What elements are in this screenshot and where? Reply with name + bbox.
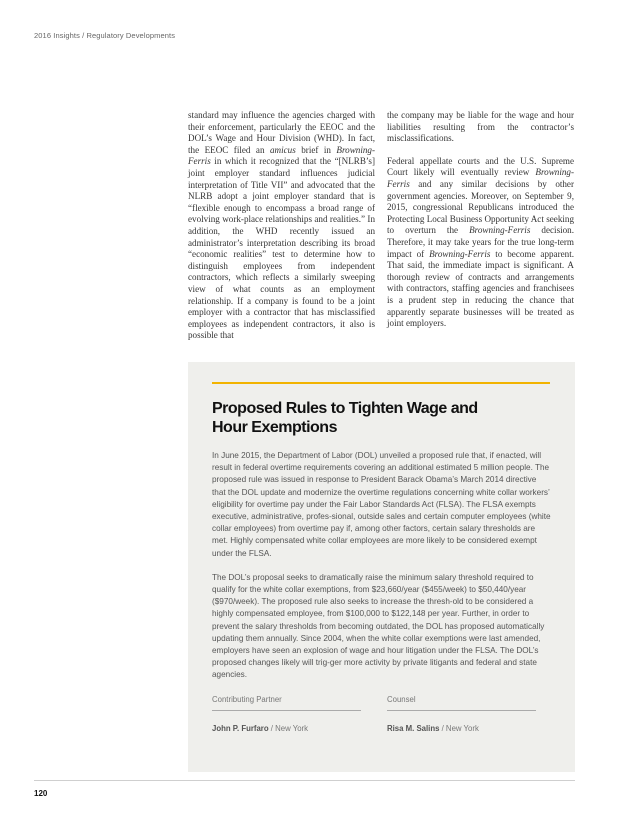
- text-run: in which it recognized that the “[NLRB’s] joint employer standard influences judicial interpretation of Title VII” and advocated that the NLRB adopt a joint employer standard that is “flexible enough to encompass a broad range of evolving work-place relationships and realities.” In addition, the WHD recently issued an administrator’s interpretation describing its broad “economic realities” test to determine how to distinguish employees from independent contractors, which reflects a similarly sweeping view of what counts as an employment relationship. If a company is found to be a joint employer with a contractor that has misclassified employees as independent contractors, it also is possible that: [188, 156, 375, 341]
- contact-role: Contributing Partner: [212, 695, 361, 711]
- page-number: 120: [34, 789, 48, 798]
- running-header: 2016 Insights / Regulatory Developments: [34, 31, 176, 40]
- case-name-italic: amicus: [270, 144, 296, 155]
- text-run: the company may be liable for the wage and hour liabilities resulting from the contractor’s misclassifications.: [387, 110, 574, 144]
- text-run: and any similar decisions by other government agencies. Moreover, on September 9, 2015, congressional Republicans introduced the Protecting Local Business Opportunity Act seeking to overturn the: [387, 178, 574, 236]
- case-name-italic: Browning-Ferris: [469, 225, 531, 236]
- case-name-italic: Browning-Ferris: [387, 167, 574, 189]
- contact-location: / New York: [268, 724, 309, 733]
- text-run: standard may influence the agencies charged with their enforcement, particularly the EEOC and the DOL’s Wage and Hour Division (WHD). In fact, the EEOC filed an: [188, 110, 375, 155]
- sidebar-box: [188, 362, 575, 772]
- text-run: decision. Therefore, it may take years for the true long-term impact of: [387, 225, 574, 259]
- article-paragraph: [387, 156, 574, 330]
- contact-role: Counsel: [387, 695, 536, 711]
- sidebar-body: [212, 450, 552, 694]
- text-run: Federal appellate courts and the U.S. Supreme Court likely will eventually review: [387, 155, 574, 178]
- contact-location: / New York: [439, 724, 479, 733]
- article-paragraph: [188, 110, 375, 342]
- article-left-column: [188, 110, 375, 353]
- contact-contributing-partner: [212, 695, 361, 733]
- article-right-column: [387, 110, 574, 341]
- contact-name: John P. Furfaro: [212, 724, 269, 733]
- case-name-italic: Browning-Ferris: [429, 248, 491, 259]
- accent-rule: [212, 382, 550, 384]
- footer-divider: [34, 780, 575, 781]
- text-run: to become apparent. That said, the immediate impact is significant. A thorough review of contracts and arrangements with contractors, staffing agencies and franchisees is a prudent step in reducing the chance that apparently separate businesses will be treated as joint employers.: [387, 248, 574, 329]
- case-name-italic: Browning-Ferris: [188, 144, 375, 167]
- sidebar-title: Proposed Rules to Tighten Wage and Hour Exemptions: [212, 400, 478, 436]
- sidebar-paragraph: In June 2015, the Department of Labor (DOL) unveiled a proposed rule that, if enacted, will result in federal overtime requirements covering an additional estimated 5 million people. The proposed rule was issued in response to President Barack Obama’s March 2014 directive that the DOL update and modernize the overtime regulations concerning white collar workers’ eligibility for overtime pay under the Fair Labor Standards Act (FLSA). The FLSA exempts executive, administrative, profes-sional, outside sales and certain computer employees (white collar employees) from overtime pay if, among other factors, certain salary thresholds are met. Highly compensated white collar employees are more likely to be considered exempt under the FLSA.: [212, 451, 551, 558]
- contact-name: Risa M. Salins: [387, 724, 440, 733]
- contact-counsel: [387, 695, 536, 733]
- article-paragraph: [387, 110, 574, 145]
- sidebar-paragraph: The DOL’s proposal seeks to dramatically raise the minimum salary threshold required to qualify for the white collar exemptions, from $23,660/year ($455/week) to $50,440/year ($970/week). The proposed rule also seeks to increase the thresh-old to be considered a highly compensated employee, from $100,000 to $122,148 per year. Further, in order to prevent the salary thresholds from becoming outdated, the DOL has proposed automatically updating them annually. Since 2004, when the white collar exemptions were last amended, employers have seen an explosion of wage and hour litigation under the FLSA. The DOL’s proposed changes likely will trig-ger more activity by private litigants and federal and state agencies.: [212, 572, 545, 680]
- text-run: brief in: [295, 144, 337, 155]
